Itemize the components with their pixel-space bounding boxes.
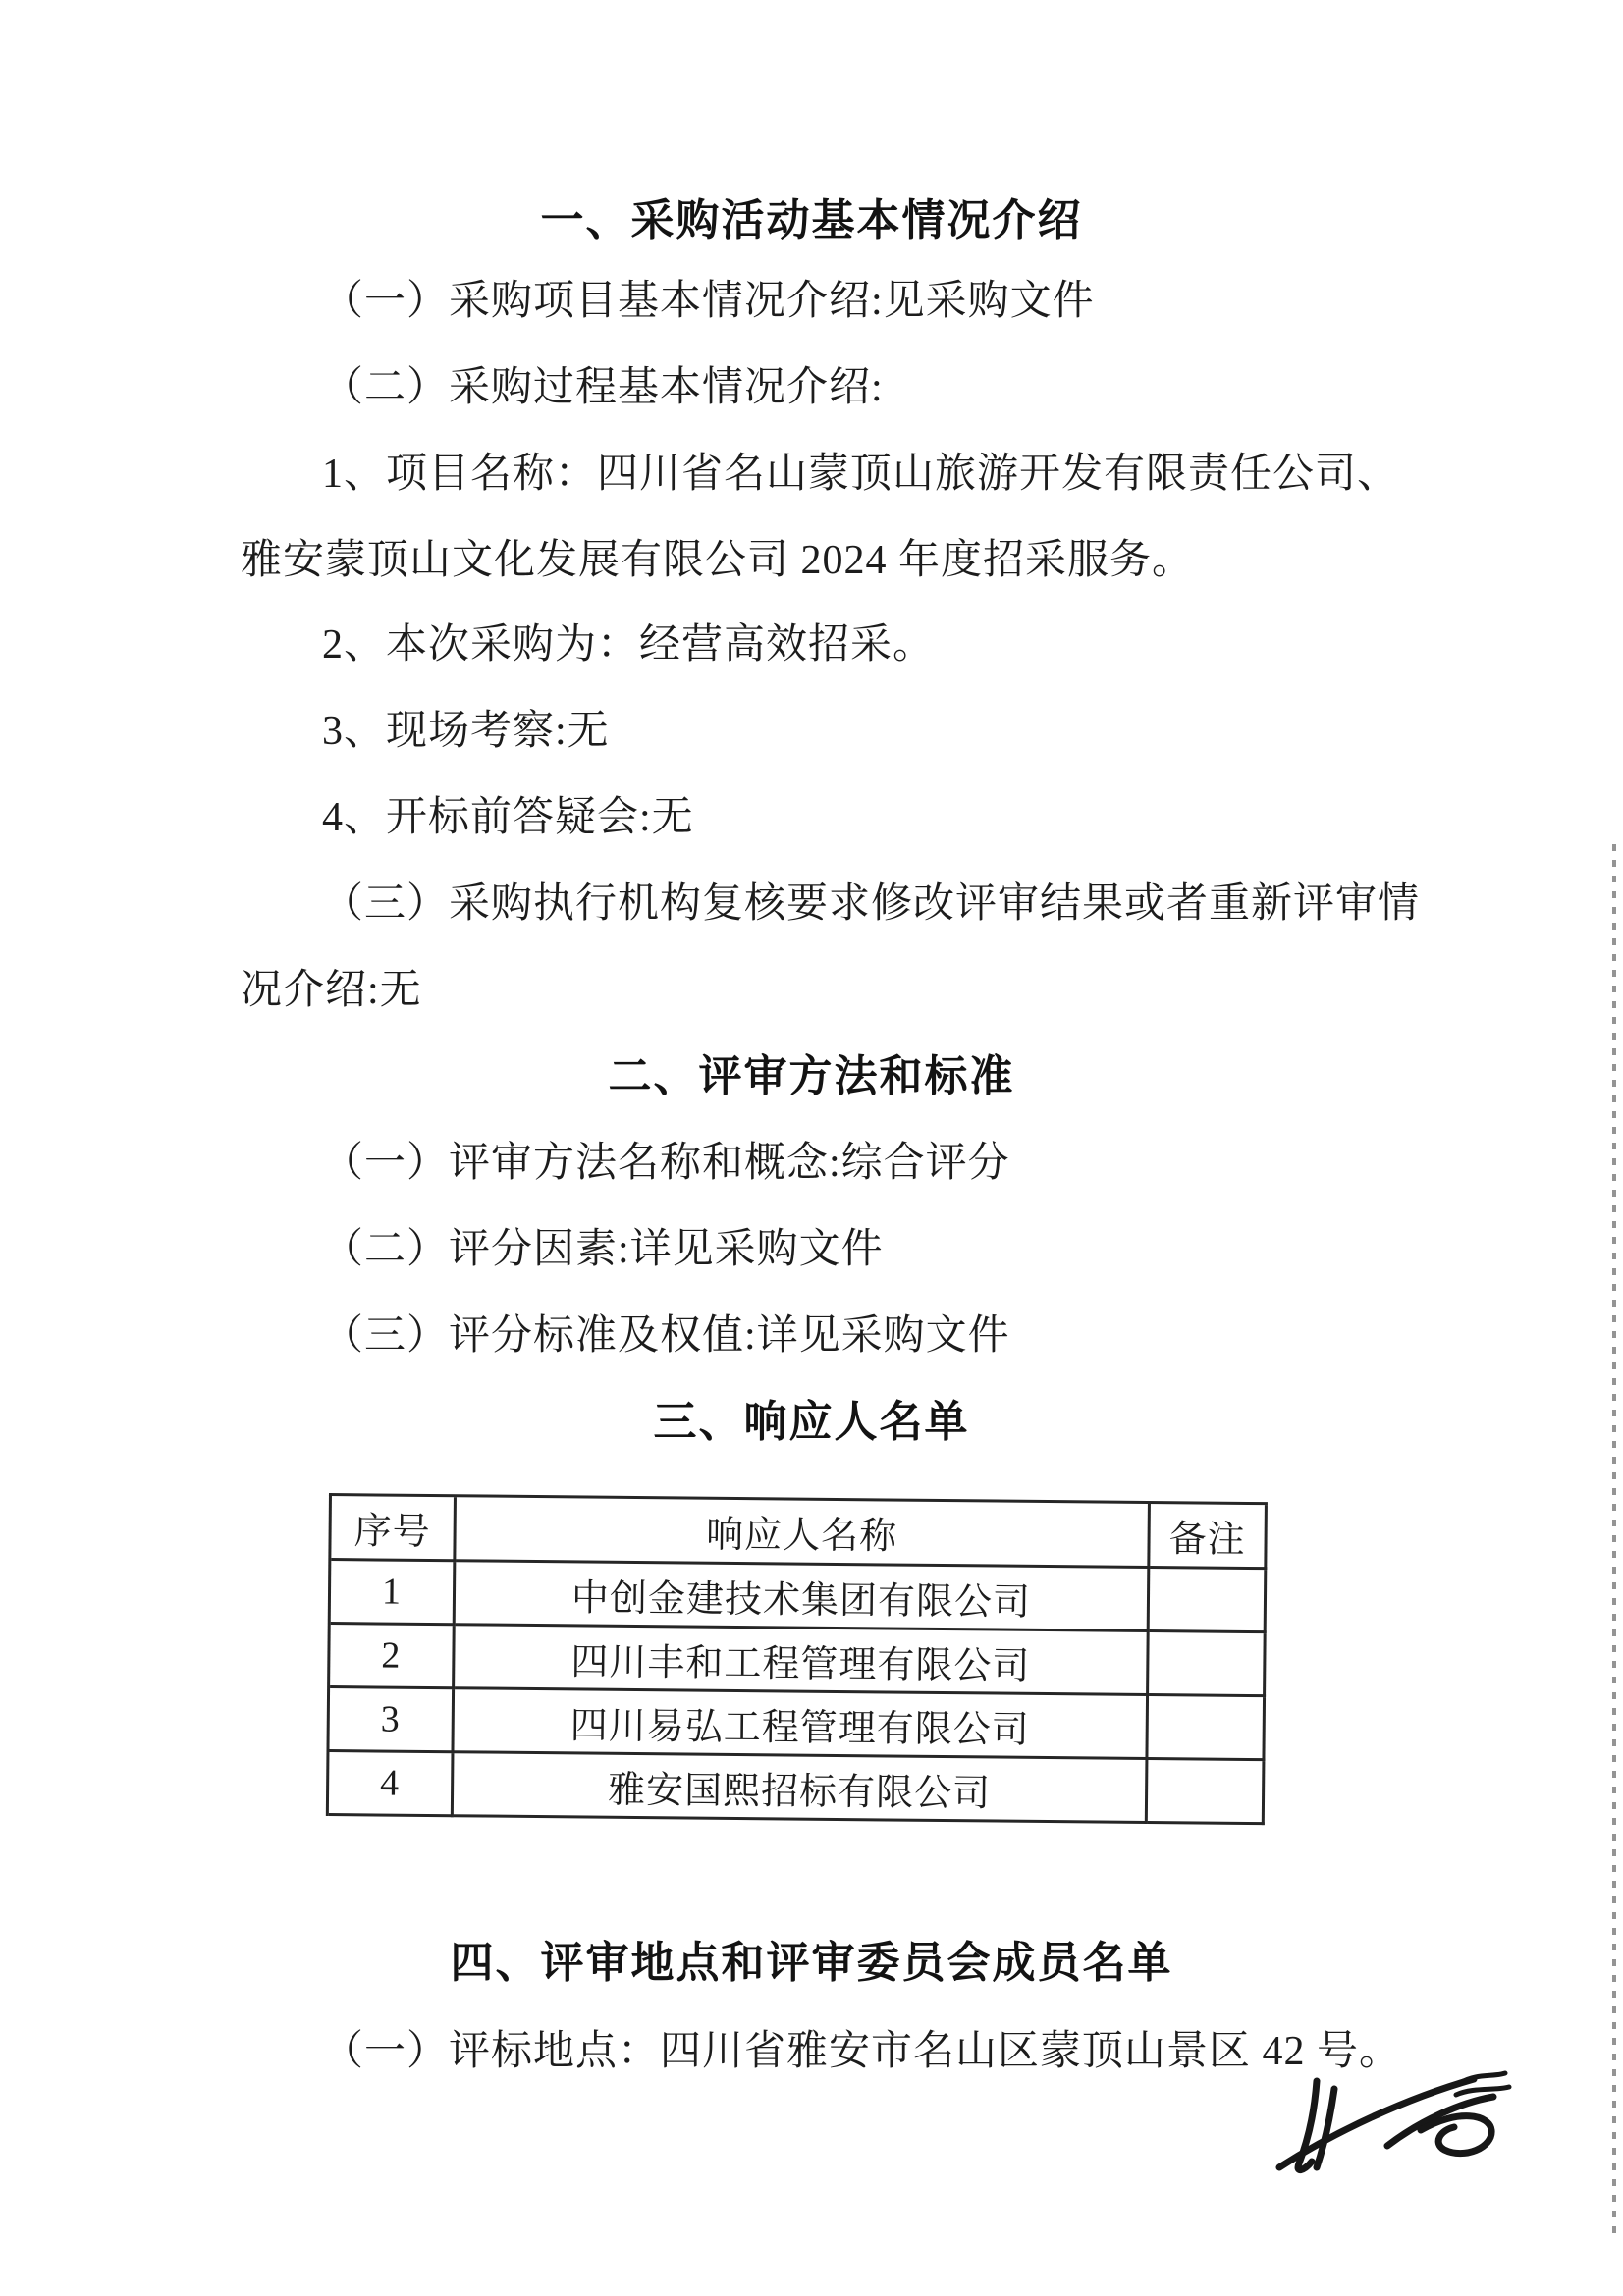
table-cell-no: 4 [329,1752,455,1817]
s1-item-5: 3、现场考察:无 [322,709,610,754]
table-cell-no: 1 [331,1561,457,1626]
s2-item-1: （一）评审方法名称和概念:综合评分 [322,1141,1010,1186]
section-3-heading: 三、响应人名单 [653,1397,970,1447]
table-cell-name: 四川易弘工程管理有限公司 [454,1689,1149,1760]
scan-artifact-right-edge [1612,844,1616,2238]
table-cell-no: 3 [329,1688,455,1753]
s1-item-2: （二）采购过程基本情况介绍: [322,365,884,410]
s1-item-3-line-1: 1、项目名称：四川省名山蒙顶山旅游开发有限责任公司、 [322,452,1400,497]
table-header-name: 响应人名称 [456,1497,1151,1569]
table-cell-remark [1150,1569,1268,1633]
s2-item-3: （三）评分标准及权值:详见采购文件 [322,1313,1010,1359]
section-2-heading: 二、评审方法和标准 [608,1051,1015,1101]
table-cell-remark [1148,1696,1266,1761]
s1-item-6: 4、开标前答疑会:无 [322,795,694,840]
table-cell-remark [1148,1760,1266,1825]
s4-item-1: （一）评标地点：四川省雅安市名山区蒙顶山景区 42 号。 [322,2029,1402,2074]
table-cell-name: 雅安国熙招标有限公司 [454,1753,1149,1824]
s2-item-2: （二）评分因素:详见采购文件 [322,1227,884,1272]
section-1-heading: 一、采购活动基本情况介绍 [540,195,1083,245]
s1-item-1: （一）采购项目基本情况介绍:见采购文件 [322,279,1095,324]
table-header-remark: 备注 [1150,1504,1268,1570]
s1-item-3-line-2: 雅安蒙顶山文化发展有限公司 2024 年度招采服务。 [241,538,1195,583]
table-cell-name: 中创金建技术集团有限公司 [456,1562,1151,1632]
table-cell-no: 2 [330,1625,456,1689]
respondents-table [326,1493,1268,1825]
table-cell-name: 四川丰和工程管理有限公司 [455,1626,1150,1696]
table-header-no: 序号 [331,1496,457,1562]
s1-item-7-line-1: （三）采购执行机构复核要求修改评审结果或者重新评审情 [322,881,1421,927]
s1-item-4: 2、本次采购为：经营高效招采。 [322,622,936,667]
table-cell-remark [1149,1632,1267,1697]
s1-item-7-line-2: 况介绍:无 [241,968,422,1013]
section-4-heading: 四、评审地点和评审委员会成员名单 [450,1938,1173,1988]
handwritten-signature [1271,2067,1517,2183]
